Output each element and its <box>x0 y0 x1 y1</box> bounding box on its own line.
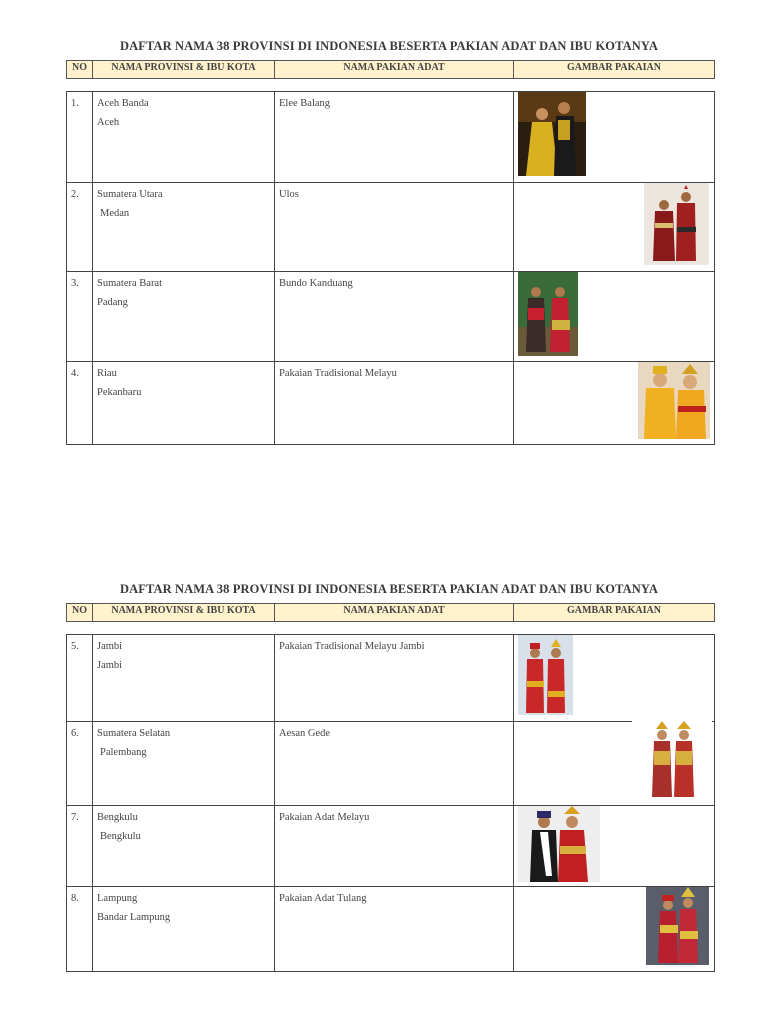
header-pakaian: NAMA PAKIAN ADAT <box>275 61 514 79</box>
costume-photo <box>646 887 709 965</box>
table-section-2 <box>66 582 712 972</box>
costume-photo <box>632 721 712 803</box>
table-row <box>67 272 715 362</box>
row-number: 5. <box>71 641 79 652</box>
row-number: 8. <box>71 893 79 904</box>
table-row <box>67 92 715 183</box>
costume-name: Pakaian Tradisional Melayu <box>279 368 397 379</box>
costume-name: Pakaian Adat Tulang <box>279 893 367 904</box>
costume-name: Elee Balang <box>279 98 331 109</box>
capital-name: Jambi <box>97 660 123 671</box>
header-gambar: GAMBAR PAKAIAN <box>514 604 715 622</box>
costume-photo <box>518 635 573 715</box>
costume-name: Bundo Kanduang <box>279 278 353 289</box>
table-header <box>66 60 715 79</box>
province-name: Jambi <box>97 641 123 652</box>
row-number: 4. <box>71 368 79 379</box>
province-name: Riau <box>97 368 117 379</box>
header-pakaian: NAMA PAKIAN ADAT <box>275 604 514 622</box>
data-table <box>66 91 715 445</box>
row-number: 1. <box>71 98 79 109</box>
capital-name: Aceh <box>97 117 120 128</box>
row-number: 6. <box>71 728 79 739</box>
province-name: Sumatera Selatan <box>97 728 171 739</box>
costume-name: Aesan Gede <box>279 728 331 739</box>
costume-name: Ulos <box>279 189 299 200</box>
capital-name: Padang <box>97 297 128 308</box>
province-name: Lampung <box>97 893 138 904</box>
data-table <box>66 634 715 972</box>
capital-name: Palembang <box>100 747 147 758</box>
costume-photo <box>644 183 709 265</box>
header-no: NO <box>67 604 93 622</box>
table-row <box>67 183 715 272</box>
table-section-1 <box>66 39 712 445</box>
row-number: 3. <box>71 278 79 289</box>
table-row <box>67 887 715 972</box>
table-row <box>67 635 715 722</box>
page-title: DAFTAR NAMA 38 PROVINSI DI INDONESIA BESERTA PAKIAN ADAT DAN IBU KOTANYA <box>120 39 658 53</box>
costume-photo <box>638 362 710 439</box>
province-name: Aceh Banda <box>97 98 149 109</box>
costume-name: Pakaian Tradisional Melayu Jambi <box>279 641 425 652</box>
table-row <box>67 806 715 887</box>
costume-photo <box>518 92 586 176</box>
province-name: Sumatera Barat <box>97 278 163 289</box>
table-row <box>67 722 715 806</box>
capital-name: Bengkulu <box>100 831 141 842</box>
capital-name: Medan <box>100 208 130 219</box>
costume-photo <box>518 272 578 356</box>
costume-photo <box>518 806 600 882</box>
page-title: DAFTAR NAMA 38 PROVINSI DI INDONESIA BESERTA PAKIAN ADAT DAN IBU KOTANYA <box>120 582 658 596</box>
header-gambar: GAMBAR PAKAIAN <box>514 61 715 79</box>
costume-name: Pakaian Adat Melayu <box>279 812 370 823</box>
table-header <box>66 603 715 622</box>
province-name: Sumatera Utara <box>97 189 163 200</box>
capital-name: Bandar Lampung <box>97 912 171 923</box>
table-row <box>67 362 715 445</box>
header-no: NO <box>67 61 93 79</box>
row-number: 7. <box>71 812 79 823</box>
province-name: Bengkulu <box>97 812 138 823</box>
header-provinsi: NAMA PROVINSI & IBU KOTA <box>93 604 275 622</box>
header-provinsi: NAMA PROVINSI & IBU KOTA <box>93 61 275 79</box>
row-number: 2. <box>71 189 79 200</box>
capital-name: Pekanbaru <box>97 387 142 398</box>
